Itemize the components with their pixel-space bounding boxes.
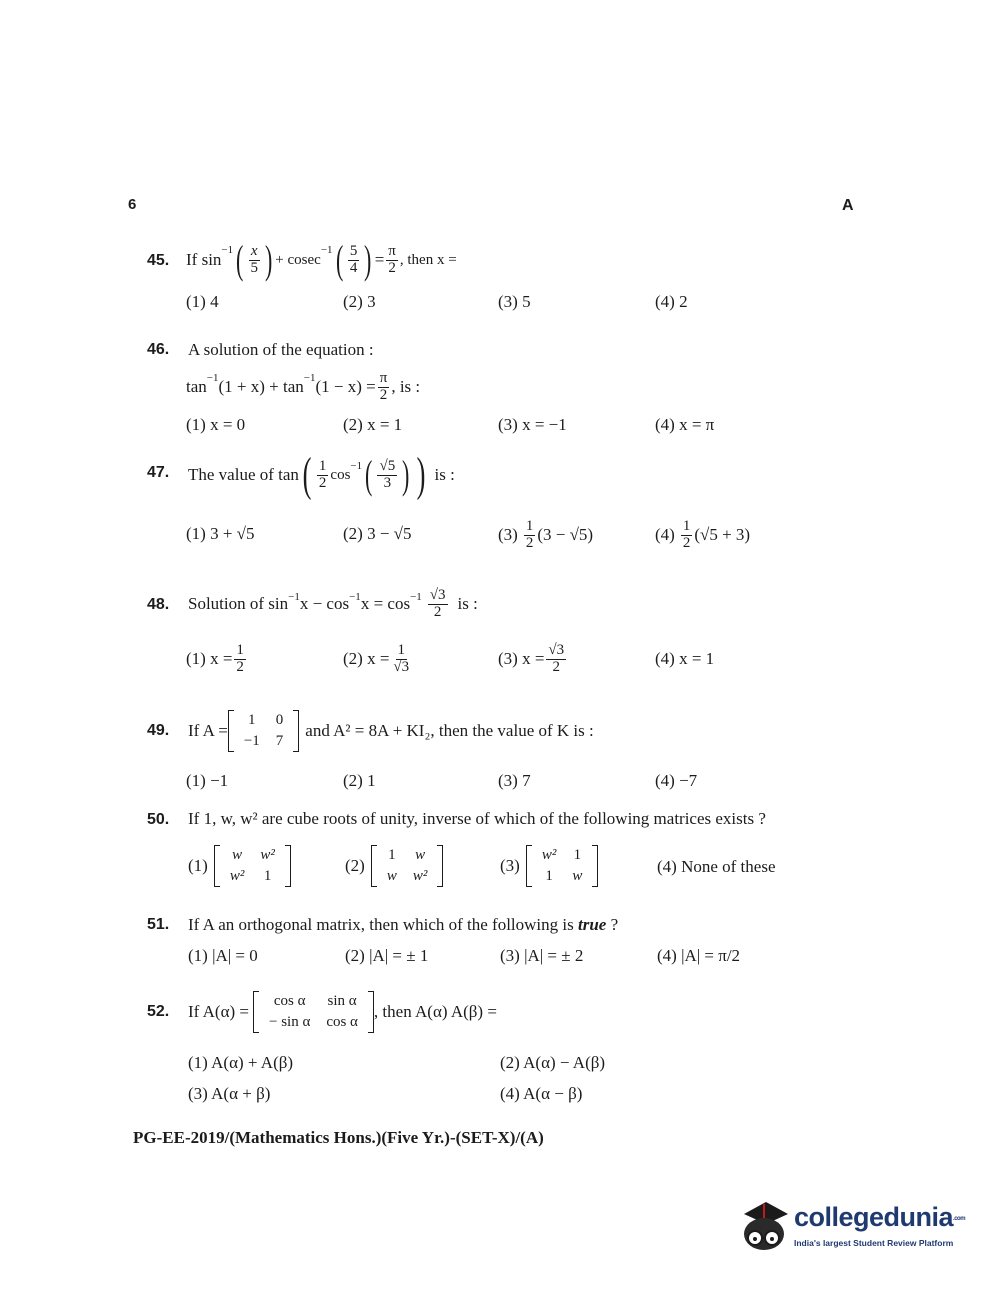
q50-option-2: (2) 1 w w w² <box>345 838 443 894</box>
question-number-45: 45. <box>147 252 170 269</box>
logo-wordmark: collegedunia.com <box>794 1202 966 1232</box>
q52-option-3: (3) A(α + β) <box>188 1084 271 1103</box>
q45-option-3: (3) 5 <box>498 292 531 311</box>
question-number-49: 49. <box>147 722 170 739</box>
q45-sin: sin <box>201 250 222 269</box>
q45-if: If <box>186 250 198 269</box>
q50-matrix-2: 1 w w w² <box>371 845 444 887</box>
q47-option-2: (2) 3 − √5 <box>343 524 412 543</box>
question-51-text: If A an orthogonal matrix, then which of the following is true ? <box>188 915 619 934</box>
question-number-51: 51. <box>147 916 170 933</box>
question-number-46: 46. <box>147 341 170 358</box>
q47-frac-half: $\frac{1}{2}$ <box>318 457 327 491</box>
set-letter: A <box>842 197 854 214</box>
right-paren: ) <box>416 448 425 501</box>
q45-option-2: (2) 3 <box>343 292 376 311</box>
question-52-stem: If A(α) = cos α sin α − sin α cos α , then A(α) A(β) = <box>188 984 497 1040</box>
q45-plus-cosec: + cosec <box>275 251 321 268</box>
q49-option-4: (4) −7 <box>655 771 698 790</box>
q48-option-1: (1) x = $\frac{1}{2}$ <box>186 641 244 675</box>
q48-option-2: (2) x = $\frac{1}{√3}$ <box>343 641 410 675</box>
q46-frac-pi2: $\frac{\pi}{2}$ <box>379 369 388 403</box>
q45-then: , then x = <box>399 251 457 268</box>
q52-option-4: (4) A(α − β) <box>500 1084 583 1103</box>
page-number: 6 <box>128 196 137 213</box>
right-paren: ) <box>264 237 273 282</box>
q50-matrix-1: w w² w² 1 <box>214 845 291 887</box>
question-number-48: 48. <box>147 596 170 613</box>
q48-option-4: (4) x = 1 <box>655 649 715 668</box>
q48-option-3: (3) x = $\frac{√3}{2}$ <box>498 641 565 675</box>
q49-option-3: (3) 7 <box>498 771 531 790</box>
q47-frac-sqrt5-3: $\frac{√5}{3}$ <box>379 457 396 491</box>
q49-matrix: 1 0 −1 7 <box>228 710 299 752</box>
question-number-47: 47. <box>147 464 170 481</box>
question-number-50: 50. <box>147 811 170 828</box>
q52-option-2: (2) A(α) − A(β) <box>500 1053 606 1072</box>
q49-option-2: (2) 1 <box>343 771 376 790</box>
q45-frac-54: $\frac{5}{4}$ <box>349 242 358 276</box>
q45-frac-x5: $\frac{x}{5}$ <box>250 242 258 276</box>
left-paren: ( <box>365 452 373 497</box>
q47-option-4: (4) $\frac{1}{2}$ (√5 + 3) <box>655 517 751 551</box>
q51-emphasis: true <box>578 915 607 934</box>
q50-option-4: (4) None of these <box>657 857 776 876</box>
q48-frac-sqrt3-2: $\frac{√3}{2}$ <box>429 586 446 620</box>
question-50-text: If 1, w, w² are cube roots of unity, inverse of which of the following matrices exists ? <box>188 809 766 828</box>
question-48-stem: Solution of sin −1 x − cos −1 x = cos −1 $\frac{√3}{2}$ is : <box>188 586 478 620</box>
q50-matrix-3: w² 1 1 w <box>526 845 599 887</box>
question-46-equation: tan −1 (1 + x) + tan −1 (1 − x) = $\frac{\pi}{2}$ , is : <box>186 369 421 403</box>
question-47-stem: The value of tan ( $\frac{1}{2}$ cos −1 ( $\frac{√5}{3}$ ) ) is : <box>188 448 455 501</box>
question-45-stem <box>186 236 457 284</box>
right-paren: ) <box>364 237 372 282</box>
q45-option-4: (4) 2 <box>655 292 688 311</box>
q45-frac-pi2: $\frac{\pi}{2}$ <box>388 242 396 276</box>
q49-option-1: (1) −1 <box>186 771 229 790</box>
left-paren: ( <box>302 448 312 501</box>
collegedunia-logo <box>736 1196 966 1266</box>
question-number-52: 52. <box>147 1003 170 1020</box>
q46-option-3: (3) x = −1 <box>498 415 567 434</box>
q46-option-2: (2) x = 1 <box>343 415 403 434</box>
q47-option-1: (1) 3 + √5 <box>186 524 255 543</box>
q50-option-1: (1) w w² w² 1 <box>188 838 291 894</box>
q52-option-1: (1) A(α) + A(β) <box>188 1053 294 1072</box>
q50-option-3: (3) w² 1 1 w <box>500 838 598 894</box>
q52-matrix: cos α sin α − sin α cos α <box>253 991 374 1033</box>
q45-sin-sup: −1 <box>221 244 234 256</box>
q47-option-3: (3) $\frac{1}{2}$ (3 − √5) <box>498 517 594 551</box>
paper-code-footer: PG-EE-2019/(Mathematics Hons.)(Five Yr.)-(SET-X)/(A) <box>133 1128 544 1147</box>
q51-option-2: (2) |A| = ± 1 <box>345 946 429 965</box>
q45-eq: = <box>374 250 385 269</box>
question-49-stem: If A = 1 0 −1 7 and A² = 8A + KI₂, then the value of K is : <box>188 704 594 758</box>
left-paren: ( <box>335 237 343 282</box>
q46-option-1: (1) x = 0 <box>186 415 246 434</box>
q51-option-4: (4) |A| = π/2 <box>657 946 741 965</box>
mascot-icon <box>736 1196 792 1256</box>
q51-option-3: (3) |A| = ± 2 <box>500 946 584 965</box>
q45-option-1: (1) 4 <box>186 292 219 311</box>
q51-option-1: (1) |A| = 0 <box>188 946 258 965</box>
q46-option-4: (4) x = π <box>655 415 715 434</box>
q45-cosec-sup: −1 <box>320 244 333 256</box>
question-46-text: A solution of the equation : <box>188 340 374 359</box>
logo-tagline: India's largest Student Review Platform <box>794 1238 954 1248</box>
left-paren: ( <box>236 237 244 282</box>
right-paren: ) <box>402 452 410 497</box>
